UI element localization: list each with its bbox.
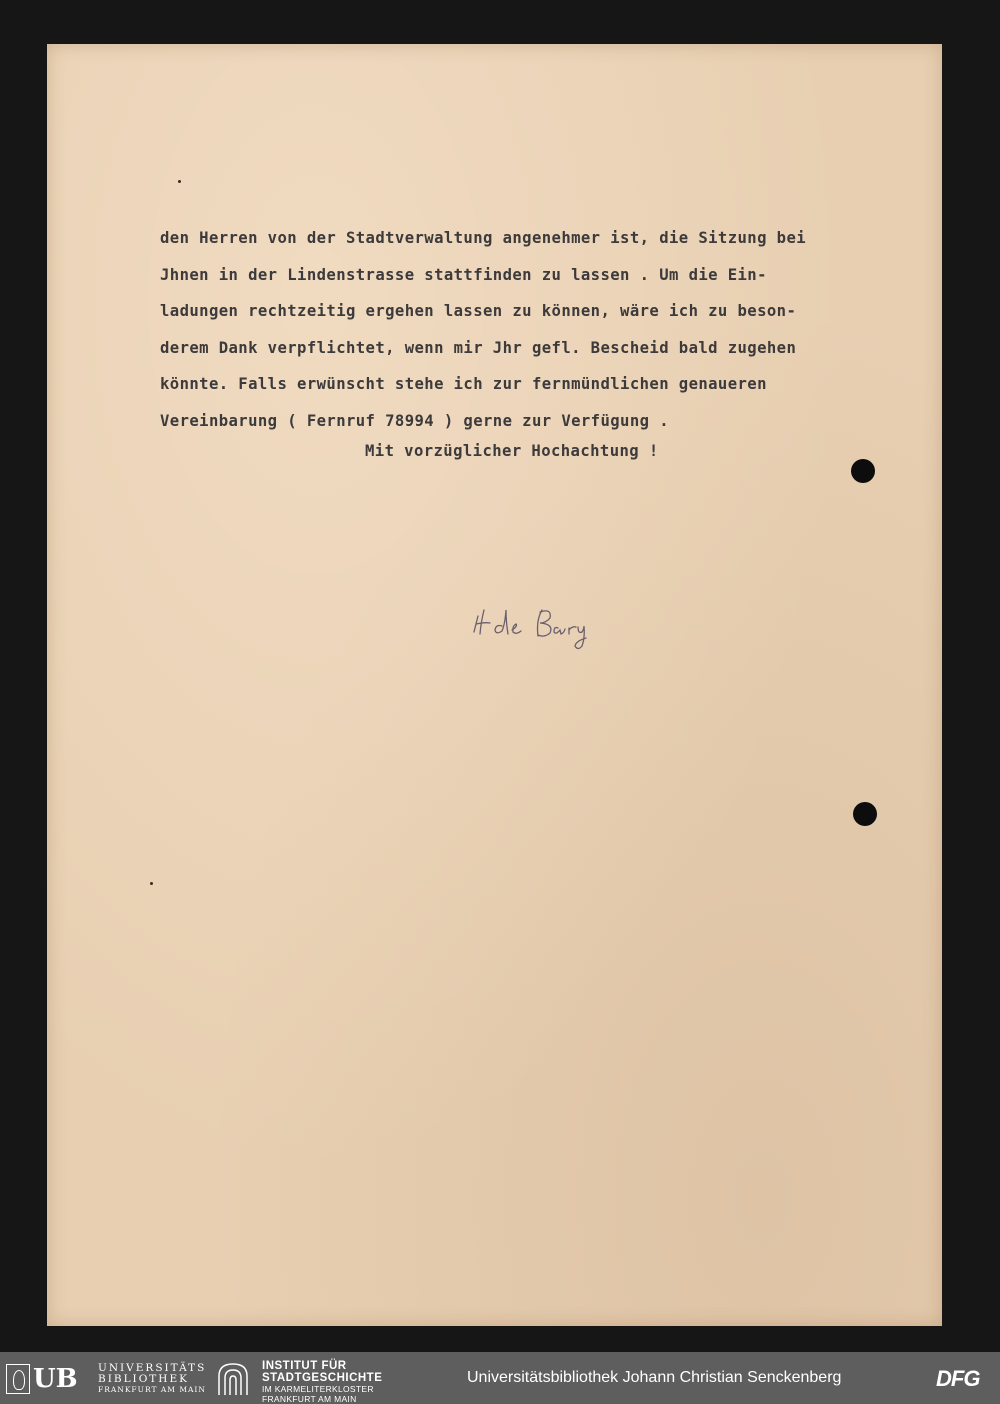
ub-logo-mark <box>6 1364 78 1394</box>
ub-logo[interactable] <box>6 1360 206 1398</box>
library-name: Universitätsbibliothek Johann Christian Senckenberg <box>467 1369 842 1386</box>
letter-page <box>47 44 942 1326</box>
ink-speck <box>178 180 181 183</box>
ifs-logo-line: FRANKFURT AM MAIN <box>262 1394 357 1404</box>
letter-line: könnte. Falls erwünscht stehe ich zur fernmündlichen genaueren <box>160 375 767 394</box>
letter-line: derem Dank verpflichtet, wenn mir Jhr gefl. Bescheid bald zugehen <box>160 338 797 357</box>
handwritten-signature-drawing <box>472 596 612 656</box>
letter-line: Jhnen in der Lindenstrasse stattfinden zu lassen . Um die Ein- <box>160 265 767 284</box>
portrait-icon <box>6 1364 30 1394</box>
ifs-logo-line: STADTGESCHICHTE <box>262 1372 383 1384</box>
punch-hole <box>851 459 875 483</box>
ub-logo-letters: UB <box>33 1364 78 1394</box>
ifs-logo-line: INSTITUT FÜR <box>262 1360 347 1372</box>
ub-logo-text <box>98 1363 206 1395</box>
footer-bar <box>0 1352 1000 1404</box>
handwritten-signature <box>472 596 612 660</box>
ub-logo-line: BIBLIOTHEK <box>98 1373 189 1385</box>
letter-line: ladungen rechtzeitig ergehen lassen zu können, wäre ich zu beson- <box>160 302 797 321</box>
letter-body <box>160 226 930 446</box>
letter-closing: Mit vorzüglicher Hochachtung ! <box>365 442 659 460</box>
dfg-logo[interactable]: DFG <box>936 1366 980 1391</box>
ifs-logo-line: IM KARMELITERKLOSTER <box>262 1384 374 1394</box>
ifs-logo-text <box>262 1360 382 1404</box>
letter-line: den Herren von der Stadtverwaltung angenehmer ist, die Sitzung bei <box>160 229 807 247</box>
ub-logo-line: UNIVERSITÄTS <box>98 1362 207 1374</box>
arch-icon <box>216 1362 250 1396</box>
letter-line: Vereinbarung ( Fernruf 78994 ) gerne zur Verfügung . <box>160 411 669 430</box>
punch-hole <box>853 802 877 826</box>
ifs-logo[interactable] <box>216 1360 406 1404</box>
ink-speck <box>150 882 153 885</box>
ub-logo-line: FRANKFURT AM MAIN <box>98 1385 206 1394</box>
